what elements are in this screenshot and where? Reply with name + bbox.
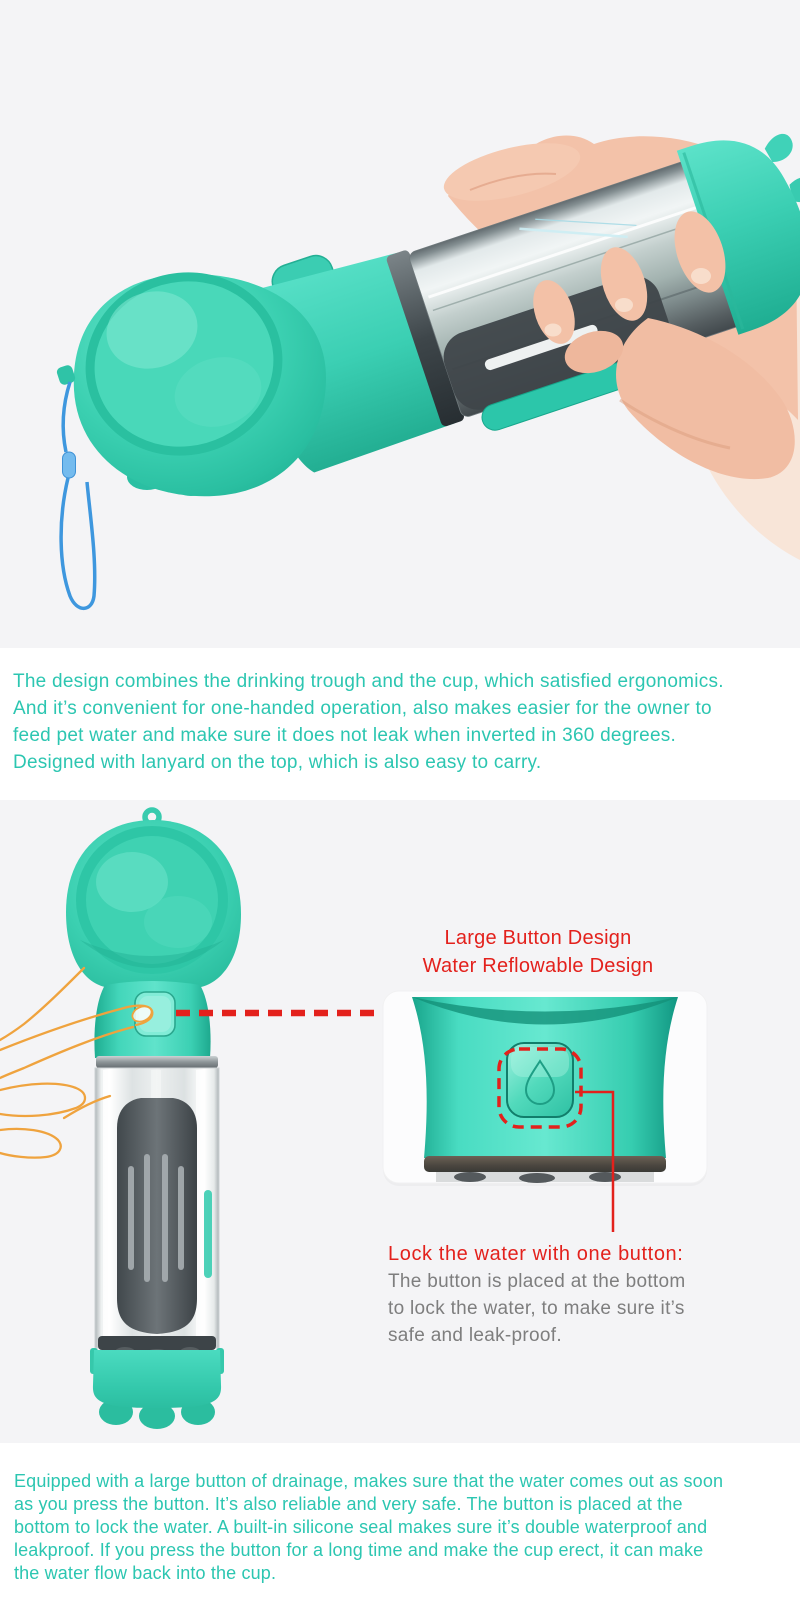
magnifier-panel bbox=[383, 991, 707, 1186]
seal-ring bbox=[98, 1336, 216, 1350]
intro-line: And it’s convenient for one-handed operation, also makes easier for the owner to bbox=[13, 698, 712, 719]
heading-line-2: Water Reflowable Design bbox=[422, 955, 654, 977]
intro-line: Designed with lanyard on the top, which is also easy to carry. bbox=[13, 752, 542, 773]
zoomed-collar bbox=[424, 1156, 666, 1172]
feature-section bbox=[0, 800, 800, 1443]
outro-line: bottom to lock the water. A built-in silicone seal makes sure it’s double waterproof and bbox=[14, 1517, 708, 1537]
outro-paragraph bbox=[0, 1443, 800, 1600]
callout-line: safe and leak-proof. bbox=[388, 1325, 562, 1346]
outro-line: as you press the button. It’s also reliable and very safe. The button is placed at the bbox=[14, 1494, 683, 1514]
fingernail bbox=[691, 268, 711, 284]
intro-line: The design combines the drinking trough and the cup, which satisfied ergonomics. bbox=[13, 671, 724, 692]
outro-line: the water flow back into the cup. bbox=[14, 1563, 277, 1583]
callout-line: The button is placed at the bottom bbox=[388, 1271, 686, 1292]
collar-ring bbox=[96, 1056, 218, 1068]
fingernail bbox=[615, 298, 633, 312]
feature-heading bbox=[377, 924, 699, 980]
callout-line: to lock the water, to make sure it’s bbox=[388, 1298, 685, 1319]
heading-line-1: Large Button Design bbox=[444, 927, 632, 949]
lanyard-slider bbox=[63, 452, 76, 478]
lock-callout bbox=[388, 1241, 686, 1349]
outro-line: Equipped with a large button of drainage, makes sure that the water comes out as soon bbox=[14, 1471, 724, 1491]
outro-line: leakproof. If you press the button for a long time and make the cup erect, it can make bbox=[14, 1540, 704, 1560]
callout-title: Lock the water with one button: bbox=[388, 1243, 684, 1265]
intro-line: feed pet water and make sure it does not leak when inverted in 360 degrees. bbox=[13, 725, 677, 746]
transparent-tube bbox=[95, 1068, 219, 1348]
hero-product-photo bbox=[0, 0, 800, 648]
intro-paragraph bbox=[0, 648, 800, 800]
bottom-cap bbox=[90, 1348, 224, 1429]
fingernail bbox=[545, 324, 562, 337]
hero-section bbox=[0, 0, 800, 648]
